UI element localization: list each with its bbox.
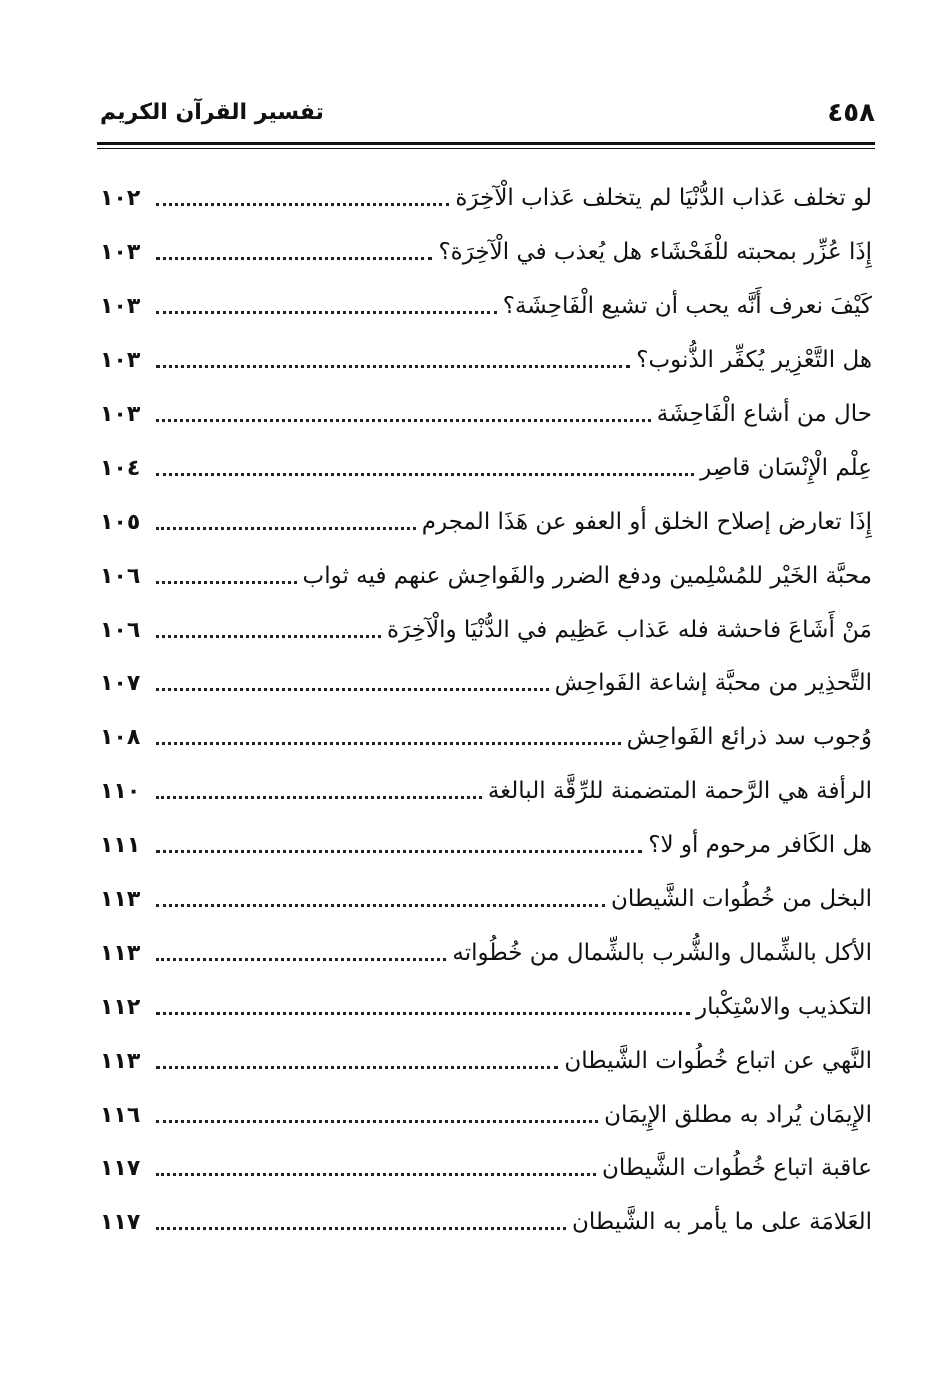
toc-page-number: ١١٧: [100, 1210, 141, 1236]
dot-leader: [156, 742, 621, 745]
toc-page-number: ١١٣: [100, 940, 141, 966]
toc-entry: [100, 765, 872, 819]
toc-entry: [100, 388, 872, 442]
toc-entry: [100, 1142, 872, 1196]
toc-entry: [100, 657, 872, 711]
dot-leader: [156, 904, 605, 907]
dot-leader: [156, 1120, 598, 1123]
toc-entry-title: النَّهي عن اتباع خُطُوات الشَّيطان: [564, 1047, 872, 1074]
dot-leader: [156, 365, 630, 368]
toc-entry: [100, 334, 872, 388]
toc-page-number: ١٠٣: [100, 240, 141, 266]
toc-entry-title: هل الكَافر مرحوم أو لا؟: [648, 832, 872, 859]
dot-leader: [156, 473, 694, 476]
toc-entry-title: حال من أشاع الْفَاحِشَة: [656, 401, 872, 427]
dot-leader: [156, 1066, 558, 1069]
toc-page-number: ١١٠: [100, 779, 141, 805]
dot-leader: [156, 203, 449, 206]
dot-leader: [156, 1173, 596, 1176]
page-number: ٤٥٨: [827, 98, 875, 128]
toc-page-number: ١١٣: [100, 887, 141, 913]
toc-entry-title: إِذَا تعارض إصلاح الخلق أو العفو عن هَذَا المجرم: [421, 508, 872, 535]
toc-page-number: ١٠٥: [100, 509, 141, 535]
toc-entry-title: إِذَا عُزِّر بمحبته للْفَحْشَاء هل يُعذب في الْآخِرَة؟: [438, 239, 872, 266]
dot-leader: [156, 419, 651, 422]
toc-entry: [100, 226, 872, 280]
dot-leader: [156, 527, 416, 530]
toc-entry-title: محبَّة الخَيْر للمُسْلِمين ودفع الضرر والفَواحِش عنهم فيه ثواب: [302, 562, 872, 589]
toc-entry-title: العَلامَة على ما يأمر به الشَّيطان: [571, 1209, 872, 1236]
toc-page-number: ١٠٣: [100, 348, 141, 374]
toc-entry: [100, 441, 872, 495]
toc-entry: [100, 549, 872, 603]
dot-leader: [156, 796, 482, 799]
toc-entry: [100, 603, 872, 657]
toc-entry-title: وُجوب سد ذرائع الفَواحِش: [626, 724, 872, 751]
toc-page-number: ١٠٤: [100, 455, 141, 481]
running-title: تفسير القرآن الكريم: [100, 100, 324, 125]
dot-leader: [156, 958, 446, 961]
toc-entry-title: التكذيب والاسْتِكْبار: [696, 993, 872, 1020]
toc-page-number: ١٠٢: [100, 186, 141, 212]
toc-entry-title: كَيْفَ نعرف أَنَّه يحب أن تشيع الْفَاحِشَة؟: [502, 293, 872, 320]
toc-page-number: ١٠٣: [100, 294, 141, 320]
toc-entry: [100, 873, 872, 927]
toc-entry: [100, 1088, 872, 1142]
toc-page-number: ١١١: [100, 833, 141, 859]
toc-entry: [100, 980, 872, 1034]
toc-page-number: ١١٧: [100, 1156, 141, 1182]
dot-leader: [156, 850, 642, 853]
toc-entry-title: عاقبة اتباع خُطُوات الشَّيطان: [601, 1155, 872, 1182]
toc-entry-title: لو تخلف عَذاب الدُّنْيَا لم يتخلف عَذاب الْآخِرَة: [455, 185, 872, 212]
toc-page-number: ١٠٧: [100, 671, 141, 697]
toc-page-number: ١٠٦: [100, 563, 141, 589]
toc-entry: [100, 172, 872, 226]
header-rule-thin: [97, 148, 875, 149]
toc-entry: [100, 495, 872, 549]
table-of-contents: [100, 172, 872, 1250]
toc-entry-title: الإِيمَان يُراد به مطلق الإِيمَان: [604, 1101, 872, 1128]
toc-entry-title: هل التَّعْزِير يُكفِّر الذُّنوب؟: [636, 347, 872, 374]
toc-entry: [100, 1034, 872, 1088]
dot-leader: [156, 257, 432, 260]
dot-leader: [156, 688, 549, 691]
toc-entry: [100, 711, 872, 765]
toc-page-number: ١٠٨: [100, 725, 141, 751]
toc-page-number: ١٠٣: [100, 402, 141, 427]
dot-leader: [156, 1227, 566, 1230]
toc-entry-title: الأكل بالشِّمال والشُّرب بالشِّمال من خُطُواته: [452, 939, 872, 966]
toc-entry-title: الرأفة هي الرَّحمة المتضمنة للرِّقَّة البالغة: [487, 778, 872, 805]
toc-entry: [100, 1196, 872, 1250]
page-header: [100, 96, 875, 142]
toc-entry-title: التَّحذِير من محبَّة إشاعة الفَواحِش: [554, 670, 872, 697]
dot-leader: [156, 635, 381, 638]
dot-leader: [156, 1012, 690, 1015]
toc-entry-title: مَنْ أَشَاعَ فاحشة فله عَذاب عَظِيم في الدُّنْيَا والْآخِرَة: [387, 616, 872, 643]
dot-leader: [156, 311, 497, 314]
toc-page-number: ١١٦: [100, 1102, 141, 1128]
toc-entry: [100, 926, 872, 980]
header-rule-thick: [97, 142, 875, 145]
dot-leader: [156, 581, 297, 584]
toc-entry: [100, 280, 872, 334]
toc-entry-title: عِلْم الْإِنْسَان قاصِر: [700, 454, 872, 481]
toc-entry-title: البخل من خُطُوات الشَّيطان: [611, 886, 872, 913]
toc-page-number: ١١٢: [100, 994, 141, 1020]
toc-page-number: ١٠٦: [100, 617, 141, 643]
toc-page-number: ١١٣: [100, 1048, 141, 1074]
toc-entry: [100, 819, 872, 873]
